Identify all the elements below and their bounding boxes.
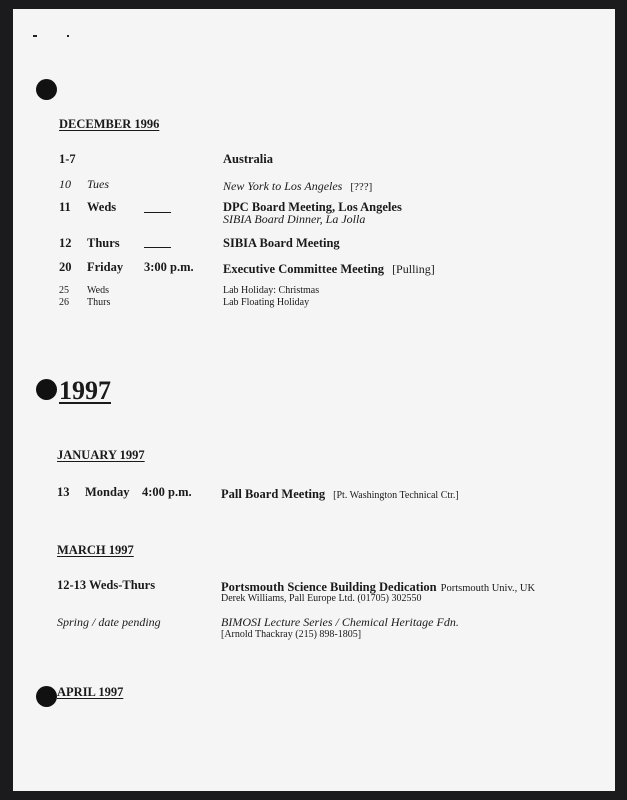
event-text: Portsmouth Science Building Dedication: [221, 580, 437, 594]
year-heading: 1997: [59, 376, 111, 405]
day: Weds: [87, 285, 109, 296]
day: Friday: [87, 260, 124, 274]
punch-hole: [36, 686, 57, 707]
date: 10: [59, 177, 71, 191]
month-header-april: APRIL 1997: [57, 685, 124, 699]
punch-hole: [36, 379, 57, 400]
date: 13: [57, 485, 70, 499]
event-contact: [Arnold Thackray (215) 898-1805]: [221, 629, 362, 640]
event-title: [223, 260, 435, 278]
date: 1-7: [59, 152, 76, 166]
scan-speck: [33, 35, 37, 37]
date: 11: [59, 200, 71, 214]
date: 12-13 Weds-Thurs: [57, 578, 156, 592]
event-title: SIBIA Board Meeting: [223, 236, 340, 250]
month-header-march: MARCH 1997: [57, 543, 134, 557]
day: Thurs: [87, 236, 120, 250]
event-subtitle: SIBIA Board Dinner, La Jolla: [223, 212, 366, 226]
date: 26: [59, 297, 69, 308]
time: 3:00 p.m.: [144, 260, 194, 274]
event-note: Portsmouth Univ., UK: [440, 583, 536, 594]
event-note: [???]: [350, 181, 373, 193]
event-title: DPC Board Meeting, Los Angeles: [223, 200, 402, 214]
event-title: Australia: [223, 152, 273, 166]
time-blank-line: [144, 247, 171, 248]
day: Monday: [85, 485, 130, 499]
event-title: Lab Holiday: Christmas: [223, 285, 320, 296]
day: Weds: [87, 200, 117, 214]
event-text: New York to Los Angeles: [223, 179, 343, 193]
event-note: [Pt. Washington Technical Ctr.]: [333, 490, 459, 501]
date: Spring / date pending: [57, 615, 161, 629]
month-header-january: JANUARY 1997: [57, 448, 145, 462]
event-title: [223, 177, 372, 195]
day: Thurs: [87, 297, 111, 308]
punch-hole: [36, 79, 57, 100]
event-title: BIMOSI Lecture Series / Chemical Heritage Fdn.: [221, 615, 459, 629]
event-text: Executive Committee Meeting: [223, 262, 385, 276]
day: Tues: [87, 177, 110, 191]
event-note: [Pulling]: [392, 262, 435, 276]
date: 20: [59, 260, 72, 274]
month-header-december: DECEMBER 1996: [59, 117, 160, 131]
time-blank-line: [144, 212, 171, 213]
event-contact: Derek Williams, Pall Europe Ltd. (01705) 302550: [221, 593, 422, 604]
event-text: Pall Board Meeting: [221, 487, 326, 501]
event-title: [221, 485, 459, 503]
date: 25: [59, 285, 69, 296]
time: 4:00 p.m.: [142, 485, 192, 499]
event-title: Lab Floating Holiday: [223, 297, 310, 308]
date: 12: [59, 236, 72, 250]
scan-speck: [67, 35, 69, 37]
document-page: [13, 9, 615, 791]
